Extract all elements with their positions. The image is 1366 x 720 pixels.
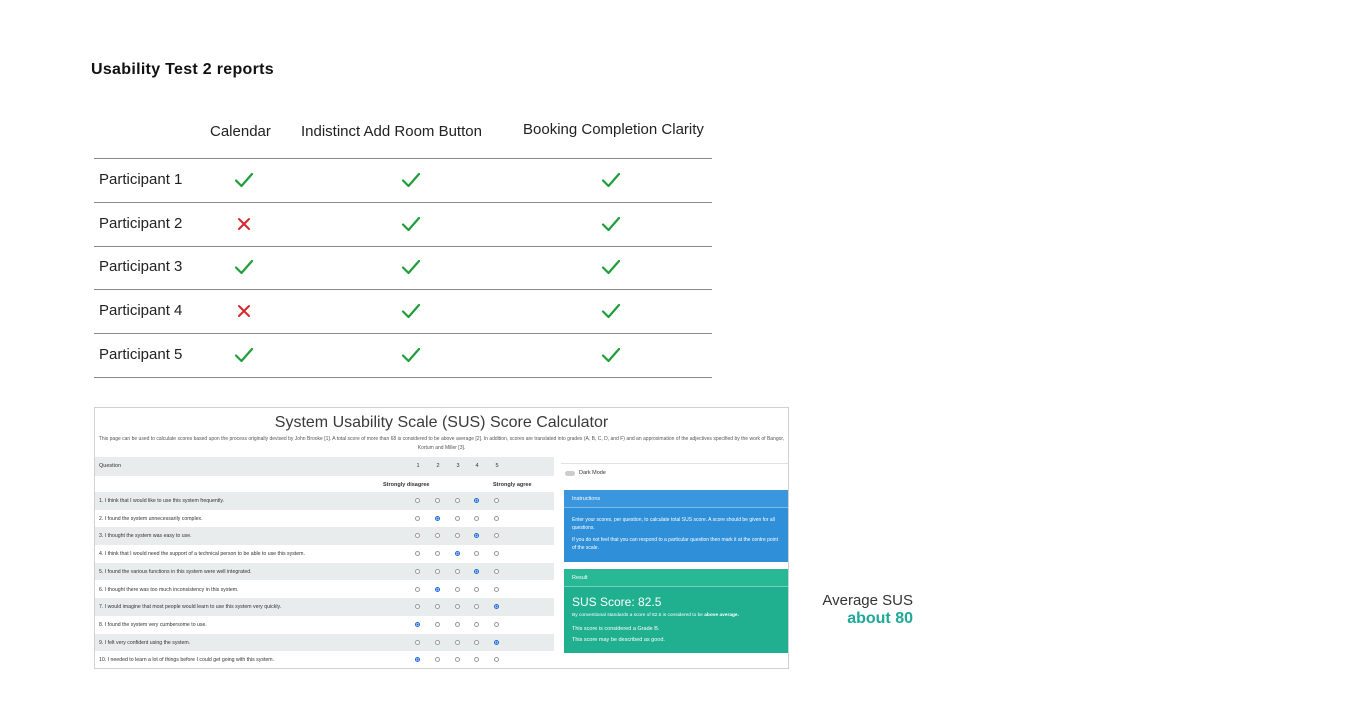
check-icon (233, 169, 255, 191)
answer-radio-4[interactable] (474, 569, 479, 574)
table-divider (94, 377, 712, 378)
scale-label-4: 4 (475, 463, 479, 469)
answer-radio-5[interactable] (494, 657, 499, 662)
score-note (572, 613, 739, 618)
answer-radio-3[interactable] (455, 516, 460, 521)
question-text: 8. I found the system very cumbersome to use. (99, 621, 207, 628)
answer-radio-5[interactable] (494, 498, 499, 503)
answer-radio-4[interactable] (474, 551, 479, 556)
answer-radio-1[interactable] (415, 587, 420, 592)
cross-icon (233, 213, 255, 235)
question-header: Question (99, 463, 122, 469)
answer-radio-2[interactable] (435, 604, 440, 609)
answer-radio-1[interactable] (415, 569, 420, 574)
answer-radio-3[interactable] (455, 587, 460, 592)
dark-mode-label: Dark Mode (579, 470, 606, 476)
answer-radio-5[interactable] (494, 640, 499, 645)
score-grade: This score is considered a Grade B. (572, 626, 660, 632)
answer-radio-5[interactable] (494, 604, 499, 609)
question-text: 3. I thought the system was easy to use. (99, 533, 192, 540)
scale-label-2: 2 (436, 463, 440, 469)
answer-radio-4[interactable] (474, 498, 479, 503)
question-text: 2. I found the system unnecessarily complex. (99, 515, 203, 522)
score-adjective: This score may be described as good. (572, 637, 665, 643)
answer-radio-1[interactable] (415, 640, 420, 645)
answer-radio-5[interactable] (494, 569, 499, 574)
participant-label: Participant 1 (99, 171, 183, 188)
question-row (95, 634, 554, 652)
question-row (95, 651, 554, 669)
answer-radio-3[interactable] (455, 657, 460, 662)
check-icon (400, 344, 422, 366)
answer-radio-1[interactable] (415, 533, 420, 538)
strongly-agree-label: Strongly agree (493, 482, 532, 488)
question-text: 4. I think that I would need the support of a technical person to be able to use this system. (99, 551, 305, 558)
instructions-header (564, 490, 788, 508)
answer-radio-1[interactable] (415, 604, 420, 609)
answer-radio-2[interactable] (435, 533, 440, 538)
answer-radio-4[interactable] (474, 587, 479, 592)
answer-radio-4[interactable] (474, 622, 479, 627)
instructions-title: Instructions (572, 496, 601, 502)
participant-label: Participant 5 (99, 346, 183, 363)
dark-mode-toggle[interactable] (565, 471, 575, 476)
participant-label: Participant 3 (99, 258, 183, 275)
answer-radio-2[interactable] (435, 569, 440, 574)
scale-label-1: 1 (416, 463, 420, 469)
question-text: 1. I think that I would like to use this system frequently. (99, 498, 225, 504)
page-title: Usability Test 2 reports (91, 61, 274, 78)
answer-radio-4[interactable] (474, 604, 479, 609)
sus-calculator-screenshot (94, 407, 789, 669)
column-header-add-room-button: Indistinct Add Room Button (301, 123, 482, 140)
answer-radio-3[interactable] (455, 533, 460, 538)
scale-label-3: 3 (456, 463, 460, 469)
question-text: 7. I would imagine that most people would learn to use this system very quickly. (99, 604, 282, 611)
answer-radio-2[interactable] (435, 516, 440, 521)
column-header-calendar: Calendar (210, 123, 271, 140)
table-divider (94, 333, 712, 334)
column-header-booking-completion: Booking Completion Clarity (523, 121, 704, 138)
answer-radio-2[interactable] (435, 587, 440, 592)
answer-radio-2[interactable] (435, 640, 440, 645)
instructions-text-1: Enter your scores, per question, to calculate total SUS score. A score should be given for all questions. (572, 517, 775, 531)
average-sus-value: about 80 (847, 610, 913, 627)
answer-radio-4[interactable] (474, 657, 479, 662)
answer-radio-4[interactable] (474, 533, 479, 538)
question-text: 5. I found the various functions in this system were well integrated. (99, 568, 252, 575)
average-sus (822, 592, 913, 628)
question-row (95, 581, 554, 599)
answer-radio-3[interactable] (455, 640, 460, 645)
answer-radio-5[interactable] (494, 533, 499, 538)
check-icon (600, 213, 622, 235)
participant-label: Participant 4 (99, 302, 183, 319)
question-row (95, 492, 554, 510)
cross-icon (233, 300, 255, 322)
instructions-panel (564, 490, 788, 562)
table-divider (94, 246, 712, 247)
result-header (564, 569, 788, 587)
check-icon (400, 169, 422, 191)
question-header-row (95, 457, 554, 476)
score-note-text: By conventional standards a score of 82.5 is considered to be (572, 613, 705, 618)
answer-radio-3[interactable] (455, 604, 460, 609)
check-icon (233, 344, 255, 366)
result-title: Result (572, 575, 588, 581)
question-row (95, 563, 554, 581)
answer-radio-1[interactable] (415, 657, 420, 662)
answer-radio-2[interactable] (435, 657, 440, 662)
table-divider (94, 158, 712, 159)
question-text: 10. I needed to learn a lot of things before I could get going with this system. (99, 657, 275, 664)
answer-radio-3[interactable] (455, 551, 460, 556)
instructions-text-2: If you do not feel that you can respond to a particular question then mark it at the centre point of the scale. (572, 537, 778, 551)
answer-radio-4[interactable] (474, 640, 479, 645)
check-icon (233, 256, 255, 278)
score-note-emphasis: above average. (704, 613, 739, 618)
question-row (95, 616, 554, 634)
check-icon (400, 300, 422, 322)
table-divider (94, 202, 712, 203)
side-divider (561, 463, 789, 464)
table-divider (94, 289, 712, 290)
check-icon (600, 300, 622, 322)
question-row (95, 598, 554, 616)
participant-label: Participant 2 (99, 215, 183, 232)
answer-radio-3[interactable] (455, 498, 460, 503)
answer-radio-1[interactable] (415, 551, 420, 556)
answer-radio-4[interactable] (474, 516, 479, 521)
answer-radio-3[interactable] (455, 622, 460, 627)
sus-title: System Usability Scale (SUS) Score Calculator (274, 414, 609, 431)
check-icon (600, 256, 622, 278)
answer-radio-5[interactable] (494, 551, 499, 556)
answer-radio-5[interactable] (494, 622, 499, 627)
answer-radio-5[interactable] (494, 516, 499, 521)
check-icon (400, 213, 422, 235)
sus-score: SUS Score: 82.5 (572, 595, 662, 609)
answer-radio-2[interactable] (435, 551, 440, 556)
answer-radio-3[interactable] (455, 569, 460, 574)
question-text: 9. I felt very confident using the system. (99, 639, 191, 646)
question-row (95, 510, 554, 528)
answer-radio-2[interactable] (435, 498, 440, 503)
strongly-disagree-label: Strongly disagree (383, 482, 430, 488)
average-sus-label: Average SUS (822, 592, 913, 609)
instructions-text (572, 516, 782, 552)
answer-radio-1[interactable] (415, 498, 420, 503)
answer-radio-1[interactable] (415, 622, 420, 627)
question-text: 6. I thought there was too much inconsistency in this system. (99, 586, 239, 593)
scale-label-5: 5 (495, 463, 499, 469)
result-panel (564, 569, 788, 653)
answer-radio-1[interactable] (415, 516, 420, 521)
answer-radio-2[interactable] (435, 622, 440, 627)
sus-description: This page can be used to calculate scores based upon the process originally devised by John Brooke [1]. A total score of more than 68 is considered to be above average [2]. In addition, scores are translated into grades (A, B, C, D, and F) and an approximation of the adjectives specified by the work of Bangor, Kortum and Miller [3]. (98, 436, 785, 451)
check-icon (400, 256, 422, 278)
answer-radio-5[interactable] (494, 587, 499, 592)
question-row (95, 545, 554, 563)
check-icon (600, 344, 622, 366)
question-row (95, 527, 554, 545)
check-icon (600, 169, 622, 191)
